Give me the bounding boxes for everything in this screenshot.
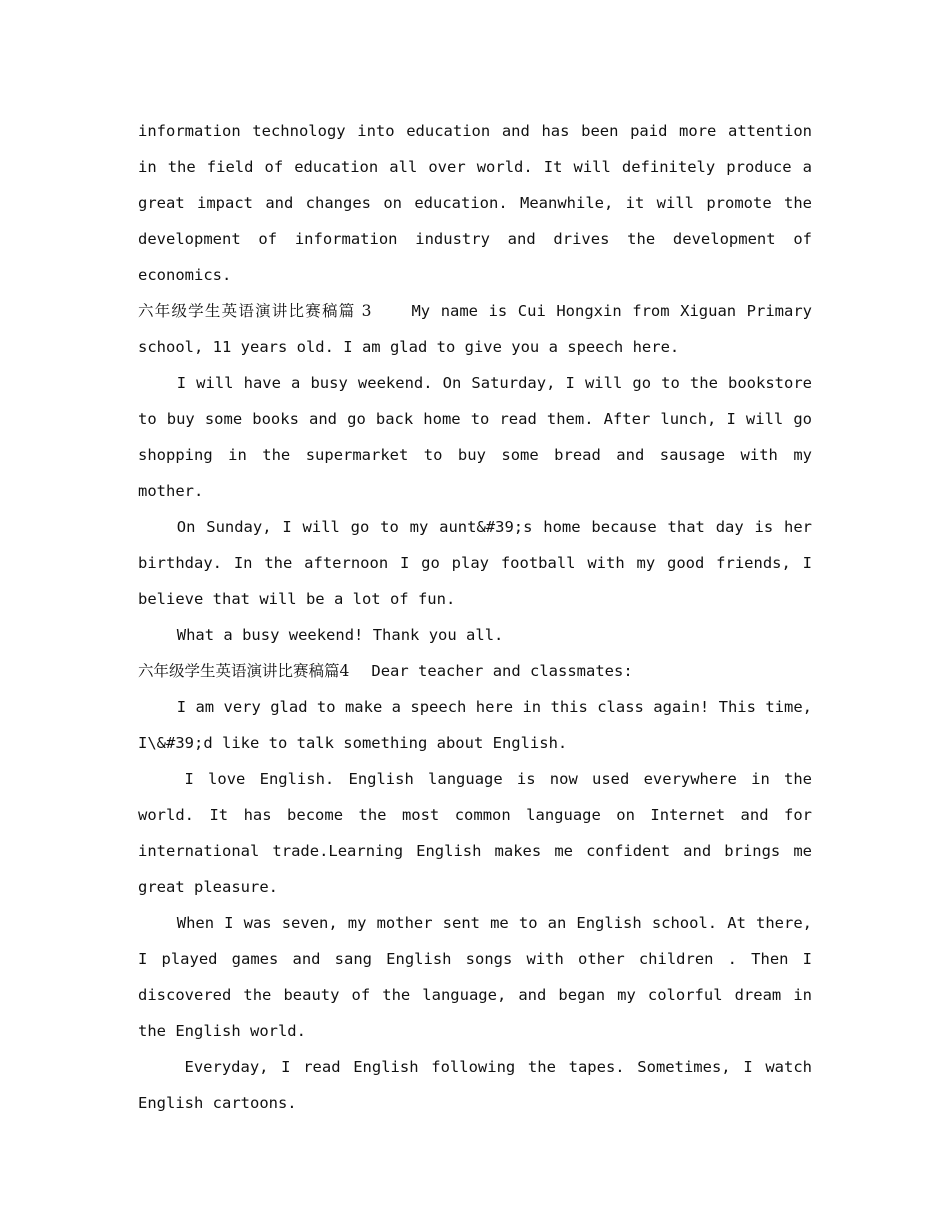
section-heading-3: 六年级学生英语演讲比赛稿篇 3 — [138, 302, 372, 320]
paragraph-education: information technology into education and has been paid more attention in the field of education all over world. It will definitely produce a great impact and changes on education. Meanwhile, it will promote the development of information industry and drives the development of economics. — [138, 122, 812, 284]
document-page — [138, 113, 812, 1121]
paragraph-sunday: On Sunday, I will go to my aunt&#39;s home because that day is her birthday. In the afternoon I go play football with my good friends, I believe that will be a lot of fun. — [138, 518, 812, 608]
paragraph-love-english: I love English. English language is now used everywhere in the world. It has become the most common language on Internet and for international trade.Learning English makes me confident and brings me great pleasure. — [138, 770, 812, 896]
paragraph-speech-4-intro — [138, 653, 812, 689]
speech-3-intro-text: My name is Cui Hongxin from Xiguan Primary school, 11 years old. I am glad to give you a speech here. — [138, 302, 812, 356]
speech-4-greeting: Dear teacher and classmates: — [371, 662, 633, 680]
paragraph-glad-speech: I am very glad to make a speech here in this class again! This time, I\&#39;d like to talk something about English. — [138, 698, 812, 752]
paragraph-everyday: Everyday, I read English following the tapes. Sometimes, I watch English cartoons. — [138, 1058, 812, 1112]
paragraph-closing: What a busy weekend! Thank you all. — [176, 626, 504, 644]
section-heading-4: 六年级学生英语演讲比赛稿篇4 — [138, 662, 350, 680]
paragraph-when-seven: When I was seven, my mother sent me to an English school. At there, I played games and sang English songs with other children . Then I discovered the beauty of the language, and began my colorful dream in the English world. — [138, 914, 812, 1040]
paragraph-speech-3-intro — [138, 293, 812, 365]
paragraph-saturday: I will have a busy weekend. On Saturday, I will go to the bookstore to buy some books and go back home to read them. After lunch, I will go shopping in the supermarket to buy some bread and sausage with my mother. — [138, 374, 812, 500]
